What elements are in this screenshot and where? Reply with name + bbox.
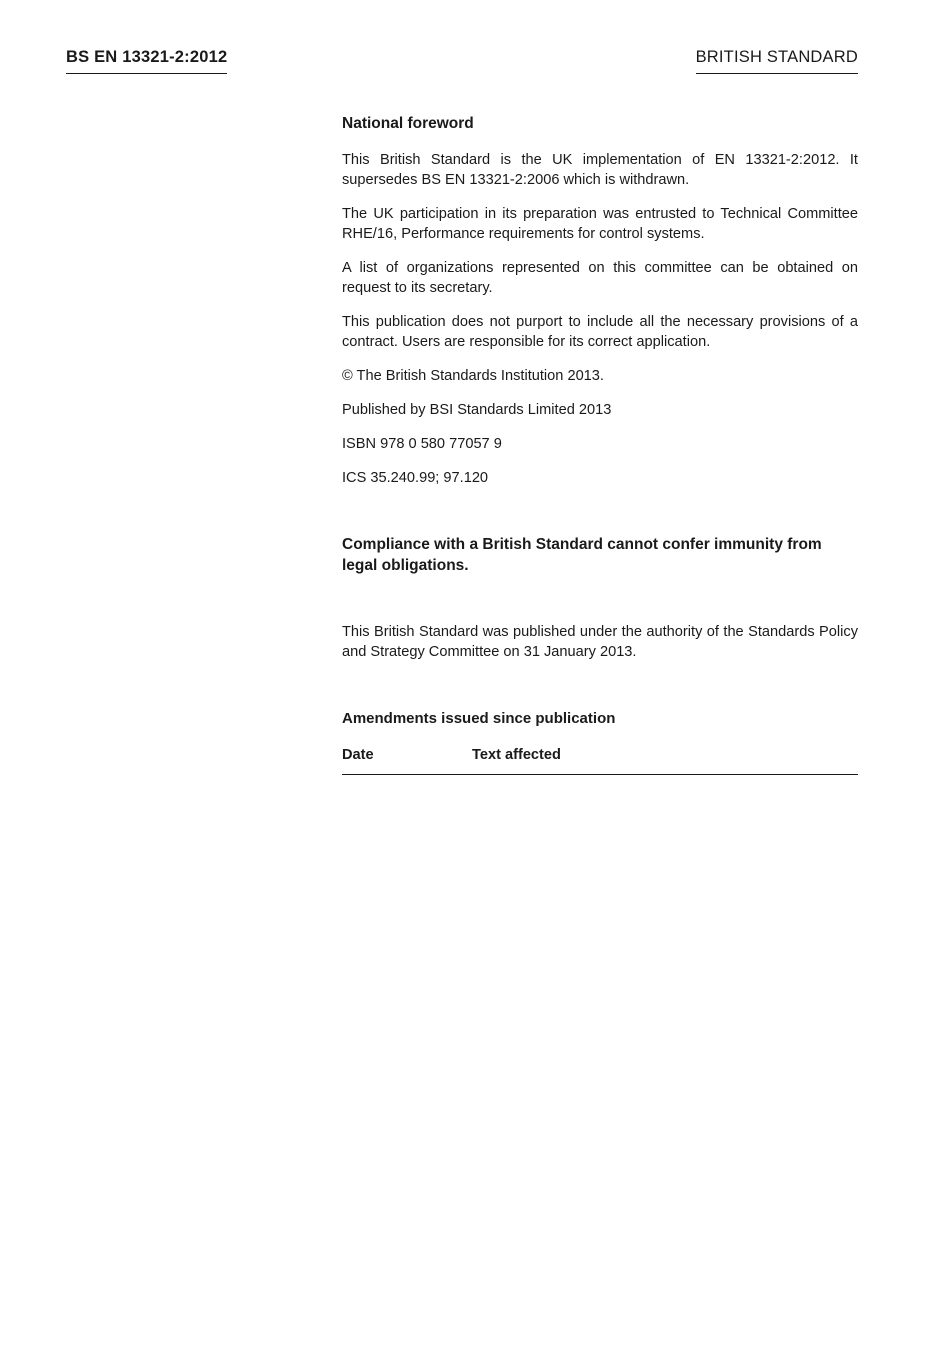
compliance-statement: Compliance with a British Standard cannot confer immunity from legal obligations. <box>342 536 822 574</box>
amendments-col-date: Date <box>342 747 374 763</box>
amendments-col-text-affected: Text affected <box>472 747 561 763</box>
publisher-line: Published by BSI Standards Limited 2013 <box>342 402 612 418</box>
amendments-heading: Amendments issued since publication <box>342 710 616 727</box>
foreword-paragraph: This British Standard is the UK implementation of EN 13321-2:2012. It supersedes BS EN 13321-2:2006 which is withdrawn. <box>342 152 858 188</box>
foreword-paragraph: A list of organizations represented on this committee can be obtained on request to its secretary. <box>342 260 858 296</box>
isbn-line: ISBN 978 0 580 77057 9 <box>342 436 502 452</box>
authority-statement: This British Standard was published under the authority of the Standards Policy and Strategy Committee on 31 January 2013. <box>342 624 858 660</box>
content-column <box>342 114 858 775</box>
foreword-paragraph: The UK participation in its preparation was entrusted to Technical Committee RHE/16, Performance requirements for control systems. <box>342 206 858 242</box>
foreword-paragraph: This publication does not purport to include all the necessary provisions of a contract. Users are responsible for its correct application. <box>342 314 858 350</box>
national-foreword-heading: National foreword <box>342 115 474 132</box>
standard-type-label: BRITISH STANDARD <box>696 48 858 74</box>
running-header <box>0 0 950 74</box>
copyright-line: © The British Standards Institution 2013. <box>342 368 604 384</box>
amendments-table-header <box>342 745 858 775</box>
document-number: BS EN 13321-2:2012 <box>66 48 227 74</box>
ics-line: ICS 35.240.99; 97.120 <box>342 470 489 486</box>
